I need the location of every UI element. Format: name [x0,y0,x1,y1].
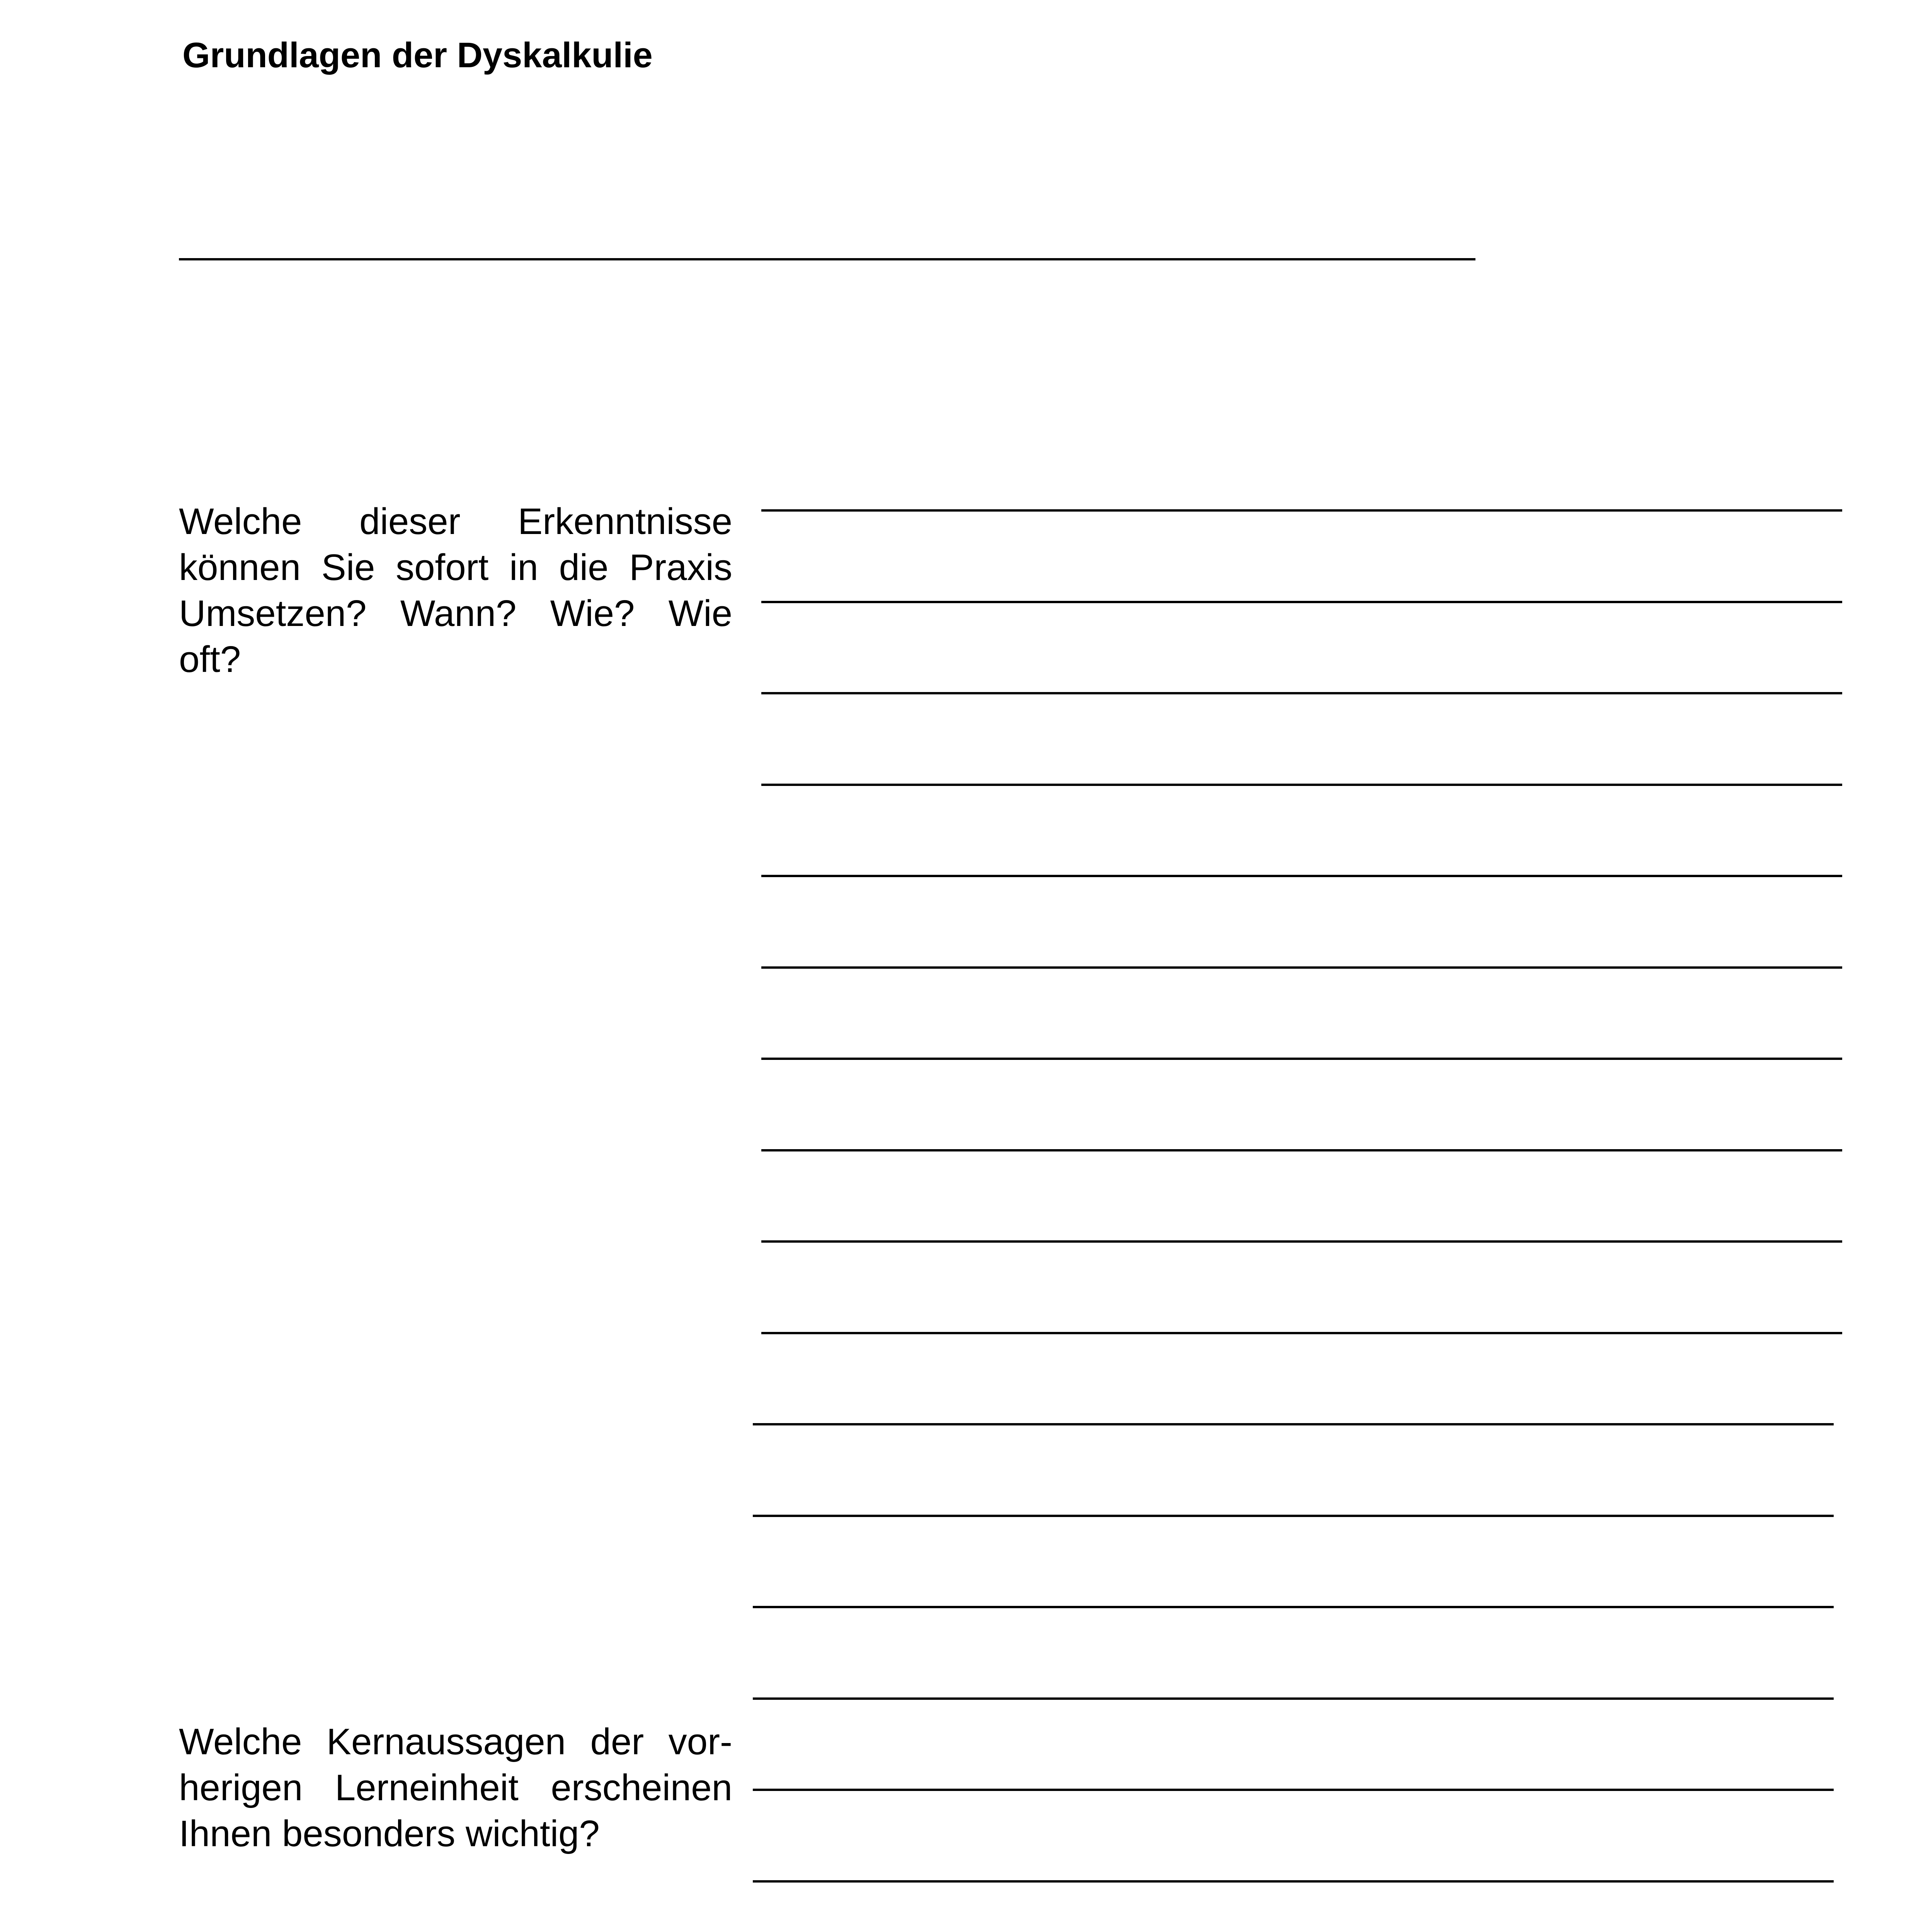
page-title: Grundlagen der Dyskalkulie [182,36,653,75]
answer-line [761,601,1842,603]
answer-line [761,509,1842,512]
answer-line [761,1058,1842,1060]
answer-line [761,1332,1842,1334]
reflection-question-2: Welche Kernaussagen der vor-herigen Lerneinheit erscheinen Ihnen besonders wichtig? [179,1721,732,1854]
answer-line [761,966,1842,969]
answer-line [761,1149,1842,1151]
answer-line [761,1240,1842,1243]
answer-line [761,692,1842,694]
answer-line [761,784,1842,786]
answer-line [753,1789,1834,1791]
answer-line [753,1880,1834,1883]
answer-line [753,1515,1834,1517]
answer-line [761,875,1842,877]
answer-line [753,1606,1834,1608]
answer-line [753,1697,1834,1700]
answer-line [753,1423,1834,1425]
reflection-question-1: Welche dieser Erkenntnisse können Sie sofort in die Praxis Umsetzen? Wann? Wie? Wie oft? [179,501,732,680]
